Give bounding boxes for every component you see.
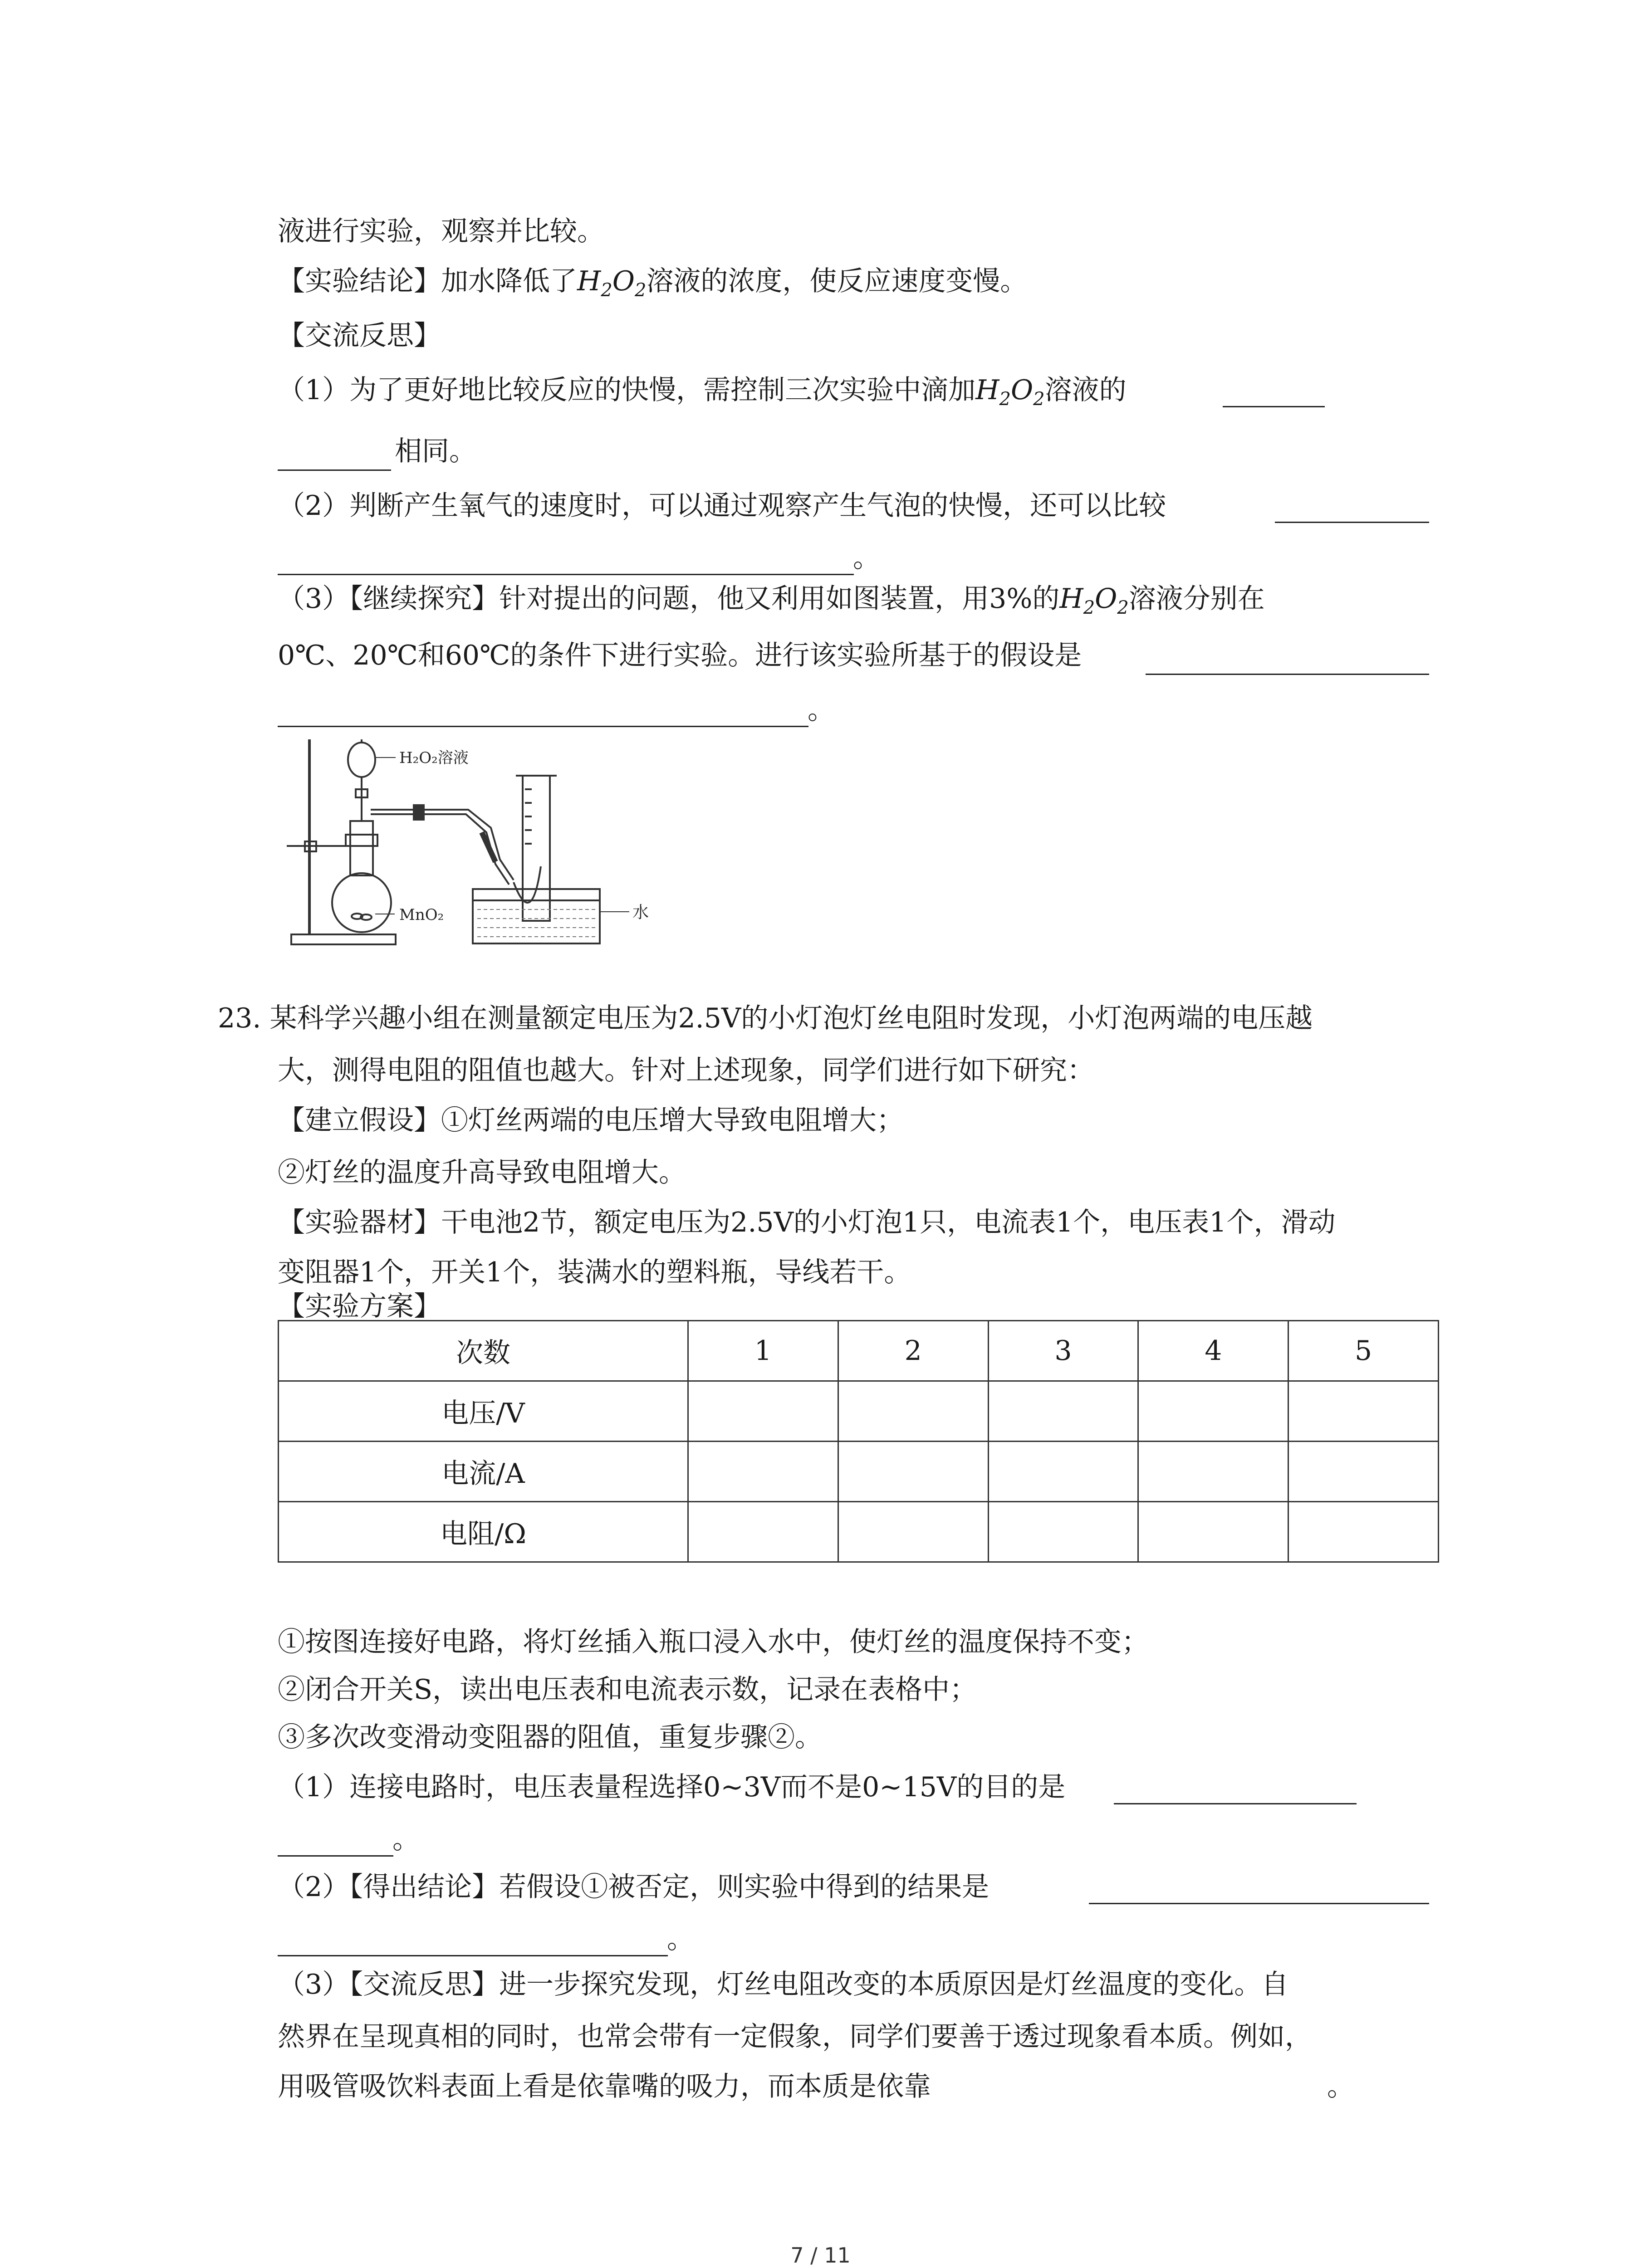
table-row [279, 1381, 1439, 1442]
q22-part1 [278, 372, 1127, 417]
table-header: 2 [838, 1321, 988, 1381]
q23-step-1: ①按图连接好电路，将灯丝插入瓶口浸入水中，使灯丝的温度保持不变； [278, 1626, 1149, 1658]
table-header-row [279, 1321, 1439, 1381]
h2o2-formula: $H_2O_2$ [975, 374, 1045, 410]
part1-text-b: 溶液的 [1044, 374, 1127, 406]
answer-blank-23-2b[interactable] [278, 1955, 668, 1956]
answer-blank-1b[interactable] [278, 469, 391, 471]
answer-blank-3b[interactable] [278, 726, 808, 727]
q23-equipment-2: 变阻器1个，开关1个，装满水的塑料瓶，导线若干。 [278, 1256, 911, 1288]
table-cell[interactable] [988, 1502, 1138, 1562]
answer-blank-2a[interactable] [1275, 522, 1429, 523]
q23-part2-end: 。 [667, 1923, 694, 1955]
table-cell[interactable] [688, 1381, 838, 1442]
q23-part3-end: 。 [1327, 2071, 1354, 2102]
label-h2o2: H₂O₂溶液 [399, 749, 469, 767]
q22-part2: （2）判断产生氧气的速度时，可以通过观察产生气泡的快慢，还可以比较 [278, 490, 1166, 522]
q23-part3-line3: 用吸管吸饮料表面上看是依靠嘴的吸力，而本质是依靠 [278, 2071, 931, 2102]
q23-hypothesis-1: 【建立假设】①灯丝两端的电压增大导致电阻增大； [278, 1105, 904, 1136]
answer-blank-23-1a[interactable] [1114, 1803, 1357, 1804]
table-cell[interactable] [1288, 1502, 1439, 1562]
q23-plan-tag: 【实验方案】 [278, 1290, 441, 1322]
q22-conclusion [278, 263, 1027, 308]
table-cell[interactable] [988, 1442, 1138, 1502]
part3-end: 。 [808, 694, 835, 726]
h2o2-formula: $H_2O_2$ [577, 265, 647, 301]
answer-blank-2b[interactable] [278, 574, 854, 575]
row-label-resistance: 电阻/Ω [279, 1502, 688, 1562]
row-label-voltage: 电压/V [279, 1381, 688, 1442]
answer-blank-23-2a[interactable] [1089, 1903, 1429, 1904]
q23-line-2: 大，测得电阻的阻值也越大。针对上述现象，同学们进行如下研究： [278, 1055, 1094, 1086]
q23-hypothesis-2: ②灯丝的温度升高导致电阻增大。 [278, 1157, 686, 1188]
part1-text-a: （1）为了更好地比较反应的快慢，需控制三次实验中滴加 [278, 374, 976, 406]
table-header: 4 [1138, 1321, 1288, 1381]
conclusion-text-b: 溶液的浓度，使反应速度变慢。 [646, 265, 1028, 297]
table-header: 1 [688, 1321, 838, 1381]
q23-part1-end: 。 [392, 1823, 420, 1855]
table-cell[interactable] [1288, 1442, 1439, 1502]
table-cell[interactable] [1288, 1381, 1439, 1442]
q23-equipment-1: 【实验器材】干电池2节，额定电压为2.5V的小灯泡1只，电流表1个，电压表1个，滑动 [278, 1207, 1336, 1238]
table-row [279, 1442, 1439, 1502]
table-cell[interactable] [1138, 1381, 1288, 1442]
h2o2-formula: $H_2O_2$ [1059, 583, 1129, 618]
q22-line-1: 液进行实验，观察并比较。 [278, 215, 604, 247]
part3-text-b: 溶液分别在 [1128, 583, 1265, 615]
answer-blank-1a[interactable] [1223, 406, 1325, 407]
table-cell[interactable] [1138, 1442, 1288, 1502]
row-label-current: 电流/A [279, 1442, 688, 1502]
table-cell[interactable] [838, 1502, 988, 1562]
table-header: 次数 [279, 1321, 688, 1381]
answer-blank-3a[interactable] [1146, 674, 1429, 675]
q23-part2: （2）【得出结论】若假设①被否定，则实验中得到的结果是 [278, 1871, 989, 1903]
experiment-data-table [278, 1320, 1439, 1563]
table-cell[interactable] [688, 1442, 838, 1502]
table-cell[interactable] [988, 1381, 1138, 1442]
conclusion-tag: 【实验结论】 [278, 265, 441, 297]
answer-blank-23-1b[interactable] [278, 1855, 393, 1857]
table-cell[interactable] [838, 1381, 988, 1442]
table-header: 5 [1288, 1321, 1439, 1381]
q23-part3-line2: 然界在呈现真相的同时，也常会带有一定假象，同学们要善于透过现象看本质。例如， [278, 2021, 1312, 2053]
q23-part3-line1: （3）【交流反思】进一步探究发现，灯丝电阻改变的本质原因是灯丝温度的变化。自 [278, 1969, 1289, 2000]
conclusion-text-a: 加水降低了 [441, 265, 577, 297]
table-header: 3 [988, 1321, 1138, 1381]
page-number: 7 / 11 [790, 2243, 851, 2268]
q23-line-1: 23. 某科学兴趣小组在测量额定电压为2.5V的小灯泡灯丝电阻时发现，小灯泡两端的电压越 [218, 1002, 1313, 1034]
q23-step-2: ②闭合开关S，读出电压表和电流表示数，记录在表格中； [278, 1674, 977, 1706]
part1-text-c: 相同。 [395, 435, 476, 467]
q22-reflect-tag: 【交流反思】 [278, 320, 441, 352]
label-mno2: MnO₂ [399, 906, 444, 924]
table-row [279, 1502, 1439, 1562]
q22-part3-line2: 0℃、20℃和60℃的条件下进行实验。进行该实验所基于的假设是 [278, 640, 1082, 671]
table-cell[interactable] [838, 1442, 988, 1502]
experiment-apparatus-figure [278, 730, 740, 953]
table-cell[interactable] [688, 1502, 838, 1562]
q23-step-3: ③多次改变滑动变阻器的阻值，重复步骤②。 [278, 1721, 822, 1753]
q23-part1: （1）连接电路时，电压表量程选择0~3V而不是0~15V的目的是 [278, 1771, 1066, 1803]
part2-end: 。 [853, 542, 880, 574]
table-cell[interactable] [1138, 1502, 1288, 1562]
q22-part3-line1 [278, 581, 1265, 626]
part3-text-a: （3）【继续探究】针对提出的问题，他又利用如图装置，用3%的 [278, 583, 1060, 615]
label-water: 水 [632, 903, 649, 922]
